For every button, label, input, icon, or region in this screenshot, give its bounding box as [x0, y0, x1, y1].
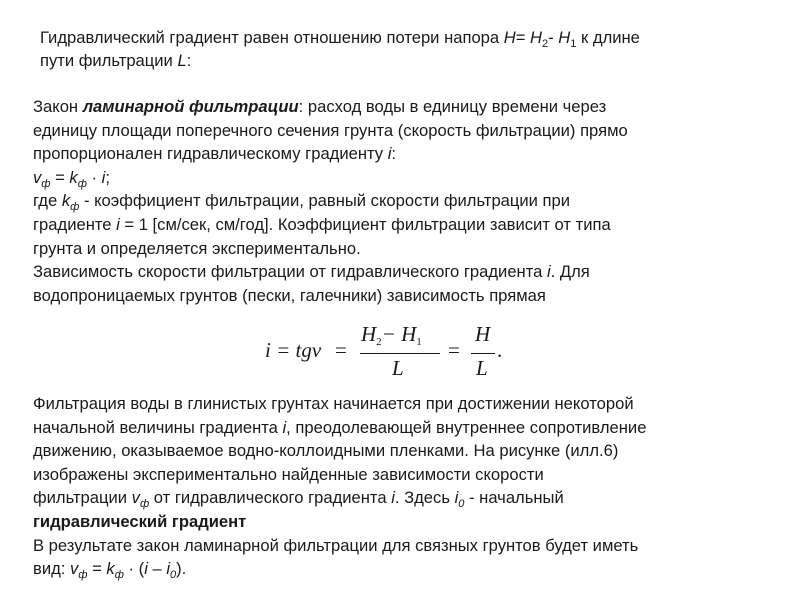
clay-line-6 — [33, 510, 773, 534]
closing-paren: ). — [176, 559, 187, 579]
subscript-f: ф — [78, 569, 88, 582]
clay-line-2 — [33, 416, 773, 440]
var-i: i — [391, 488, 395, 508]
fraction-1-numerator — [361, 322, 422, 347]
equals-sign: = — [448, 338, 460, 362]
fraction-2-bar — [471, 353, 495, 354]
period: . — [497, 338, 503, 362]
fraction-2-denominator: L — [476, 356, 488, 380]
var-i: i — [387, 144, 392, 164]
clay-text: - начальный — [464, 488, 564, 508]
var-i: i — [546, 262, 551, 282]
law-text: грунта и определяется экспериментально. — [33, 238, 361, 258]
clay-line-4 — [33, 463, 773, 487]
law-text: . Для — [550, 262, 590, 282]
semicolon: ; — [105, 167, 110, 187]
clay-line-5 — [33, 486, 773, 510]
law-text: = 1 [см/сек, см/год]. Коэффициент фильтрации зависит от типа — [119, 214, 611, 234]
minus-sign: - — [548, 28, 559, 47]
law-line-8 — [33, 260, 773, 284]
var-H: H — [503, 28, 516, 47]
law-line-6 — [33, 213, 773, 237]
dot-operator: · — [86, 167, 102, 187]
clay-formula-line — [33, 557, 773, 581]
colon: : — [186, 50, 192, 70]
subscript-1: 1 — [570, 38, 577, 50]
law-text: - коэффициент фильтрации, равный скорости фильтрации при — [79, 191, 571, 211]
clay-line-1 — [33, 392, 773, 416]
clay-text: . Здесь — [394, 488, 455, 508]
subscript-2: 2 — [376, 336, 382, 348]
fraction-1-denominator: L — [392, 356, 404, 380]
law-line-2 — [33, 119, 773, 143]
law-term: ламинарной фильтрации — [82, 97, 299, 116]
clay-text: начальной величины градиента — [33, 417, 283, 437]
subscript-f: ф — [139, 498, 150, 511]
var-L: L — [177, 50, 187, 70]
clay-text: движению, оказываемое водно-коллоидными пленками. На рисунке (илл.6) — [33, 441, 619, 461]
intro-text: Гидравлический градиент равен отношению потери напора — [40, 28, 504, 47]
var-k: k — [61, 191, 71, 211]
var-k: k — [69, 167, 78, 187]
law-line-7 — [33, 237, 773, 261]
minus-H: − H — [381, 322, 417, 346]
formula-lhs — [265, 338, 321, 363]
initial-gradient-term: гидравлический градиент — [33, 511, 247, 531]
equals-sign: = — [50, 167, 70, 187]
intro-line-2 — [40, 50, 760, 73]
fraction-2-numerator: H — [475, 322, 491, 346]
subscript-2: 2 — [542, 38, 549, 50]
var-H: H — [361, 322, 377, 346]
equals-sign: = — [87, 559, 107, 579]
var-i: i — [101, 167, 106, 187]
clay-line-7 — [33, 534, 773, 558]
var-i0: i — [166, 559, 171, 579]
clay-text: , преодолевающей внутреннее сопротивление — [286, 417, 647, 437]
var-i: i — [144, 559, 148, 579]
clay-text: от гидравлического градиента — [149, 488, 392, 508]
var-nu: ν — [311, 338, 322, 362]
clay-text: вид: — [33, 559, 70, 579]
colon: : — [391, 144, 397, 164]
var-v: v — [131, 488, 140, 508]
law-text: пропорционален гидравлическому градиенту — [33, 144, 388, 164]
law-line-9 — [33, 284, 773, 308]
var-i: i — [282, 417, 287, 437]
law-line-1 — [33, 95, 773, 119]
law-line-3 — [33, 142, 773, 166]
var-i0: i — [454, 488, 459, 508]
law-text: Зависимость скорости фильтрации от гидравлического градиента — [33, 262, 547, 282]
gradient-formula — [265, 322, 525, 380]
intro-tail: к длине — [576, 28, 640, 47]
law-text: где — [33, 191, 62, 211]
subscript-0: 0 — [170, 569, 177, 582]
var-H1: H — [558, 28, 571, 47]
clay-text: В результате закон ламинарной фильтрации для связных грунтов будет иметь — [33, 535, 639, 555]
law-line-5 — [33, 189, 773, 213]
formula-lhs-text: i = tg — [265, 338, 312, 362]
subscript-f: ф — [77, 177, 87, 190]
laminar-law-paragraph — [33, 95, 773, 307]
law-text: единицу площади поперечного сечения грунта (скорость фильтрации) прямо — [33, 120, 628, 140]
clay-text: Фильтрация воды в глинистых грунтах начинается при достижении некоторой — [33, 394, 634, 413]
var-H2: H — [530, 28, 543, 47]
intro-line-1 — [40, 27, 760, 50]
fraction-1-bar — [360, 353, 440, 354]
subscript-0: 0 — [458, 498, 465, 511]
var-v: v — [33, 167, 42, 187]
var-k: k — [106, 559, 115, 579]
clay-text: фильтрации — [33, 488, 132, 508]
intro-text-2: пути фильтрации — [40, 50, 178, 70]
clay-line-3 — [33, 439, 773, 463]
var-i: i — [116, 214, 120, 234]
clay-text: изображены экспериментально найденные зависимости скорости — [33, 464, 544, 484]
subscript-f: ф — [41, 177, 51, 190]
law-text: градиенте — [33, 214, 117, 234]
subscript-f: ф — [114, 569, 124, 582]
equals-sign: = — [335, 338, 347, 362]
dot-operator: · ( — [123, 559, 145, 579]
law-text: : расход воды в единицу времени через — [298, 97, 607, 116]
minus-sign: – — [147, 559, 167, 579]
subscript-f: ф — [70, 201, 80, 214]
law-formula-line — [33, 166, 773, 190]
equals-sign: = — [515, 28, 531, 47]
intro-paragraph — [40, 27, 760, 72]
law-text: водопроницаемых грунтов (пески, галечники) зависимость прямая — [33, 285, 546, 305]
clay-filtration-paragraph — [33, 392, 773, 581]
subscript-1: 1 — [416, 336, 422, 348]
law-prefix: Закон — [33, 97, 83, 116]
var-v: v — [70, 559, 79, 579]
